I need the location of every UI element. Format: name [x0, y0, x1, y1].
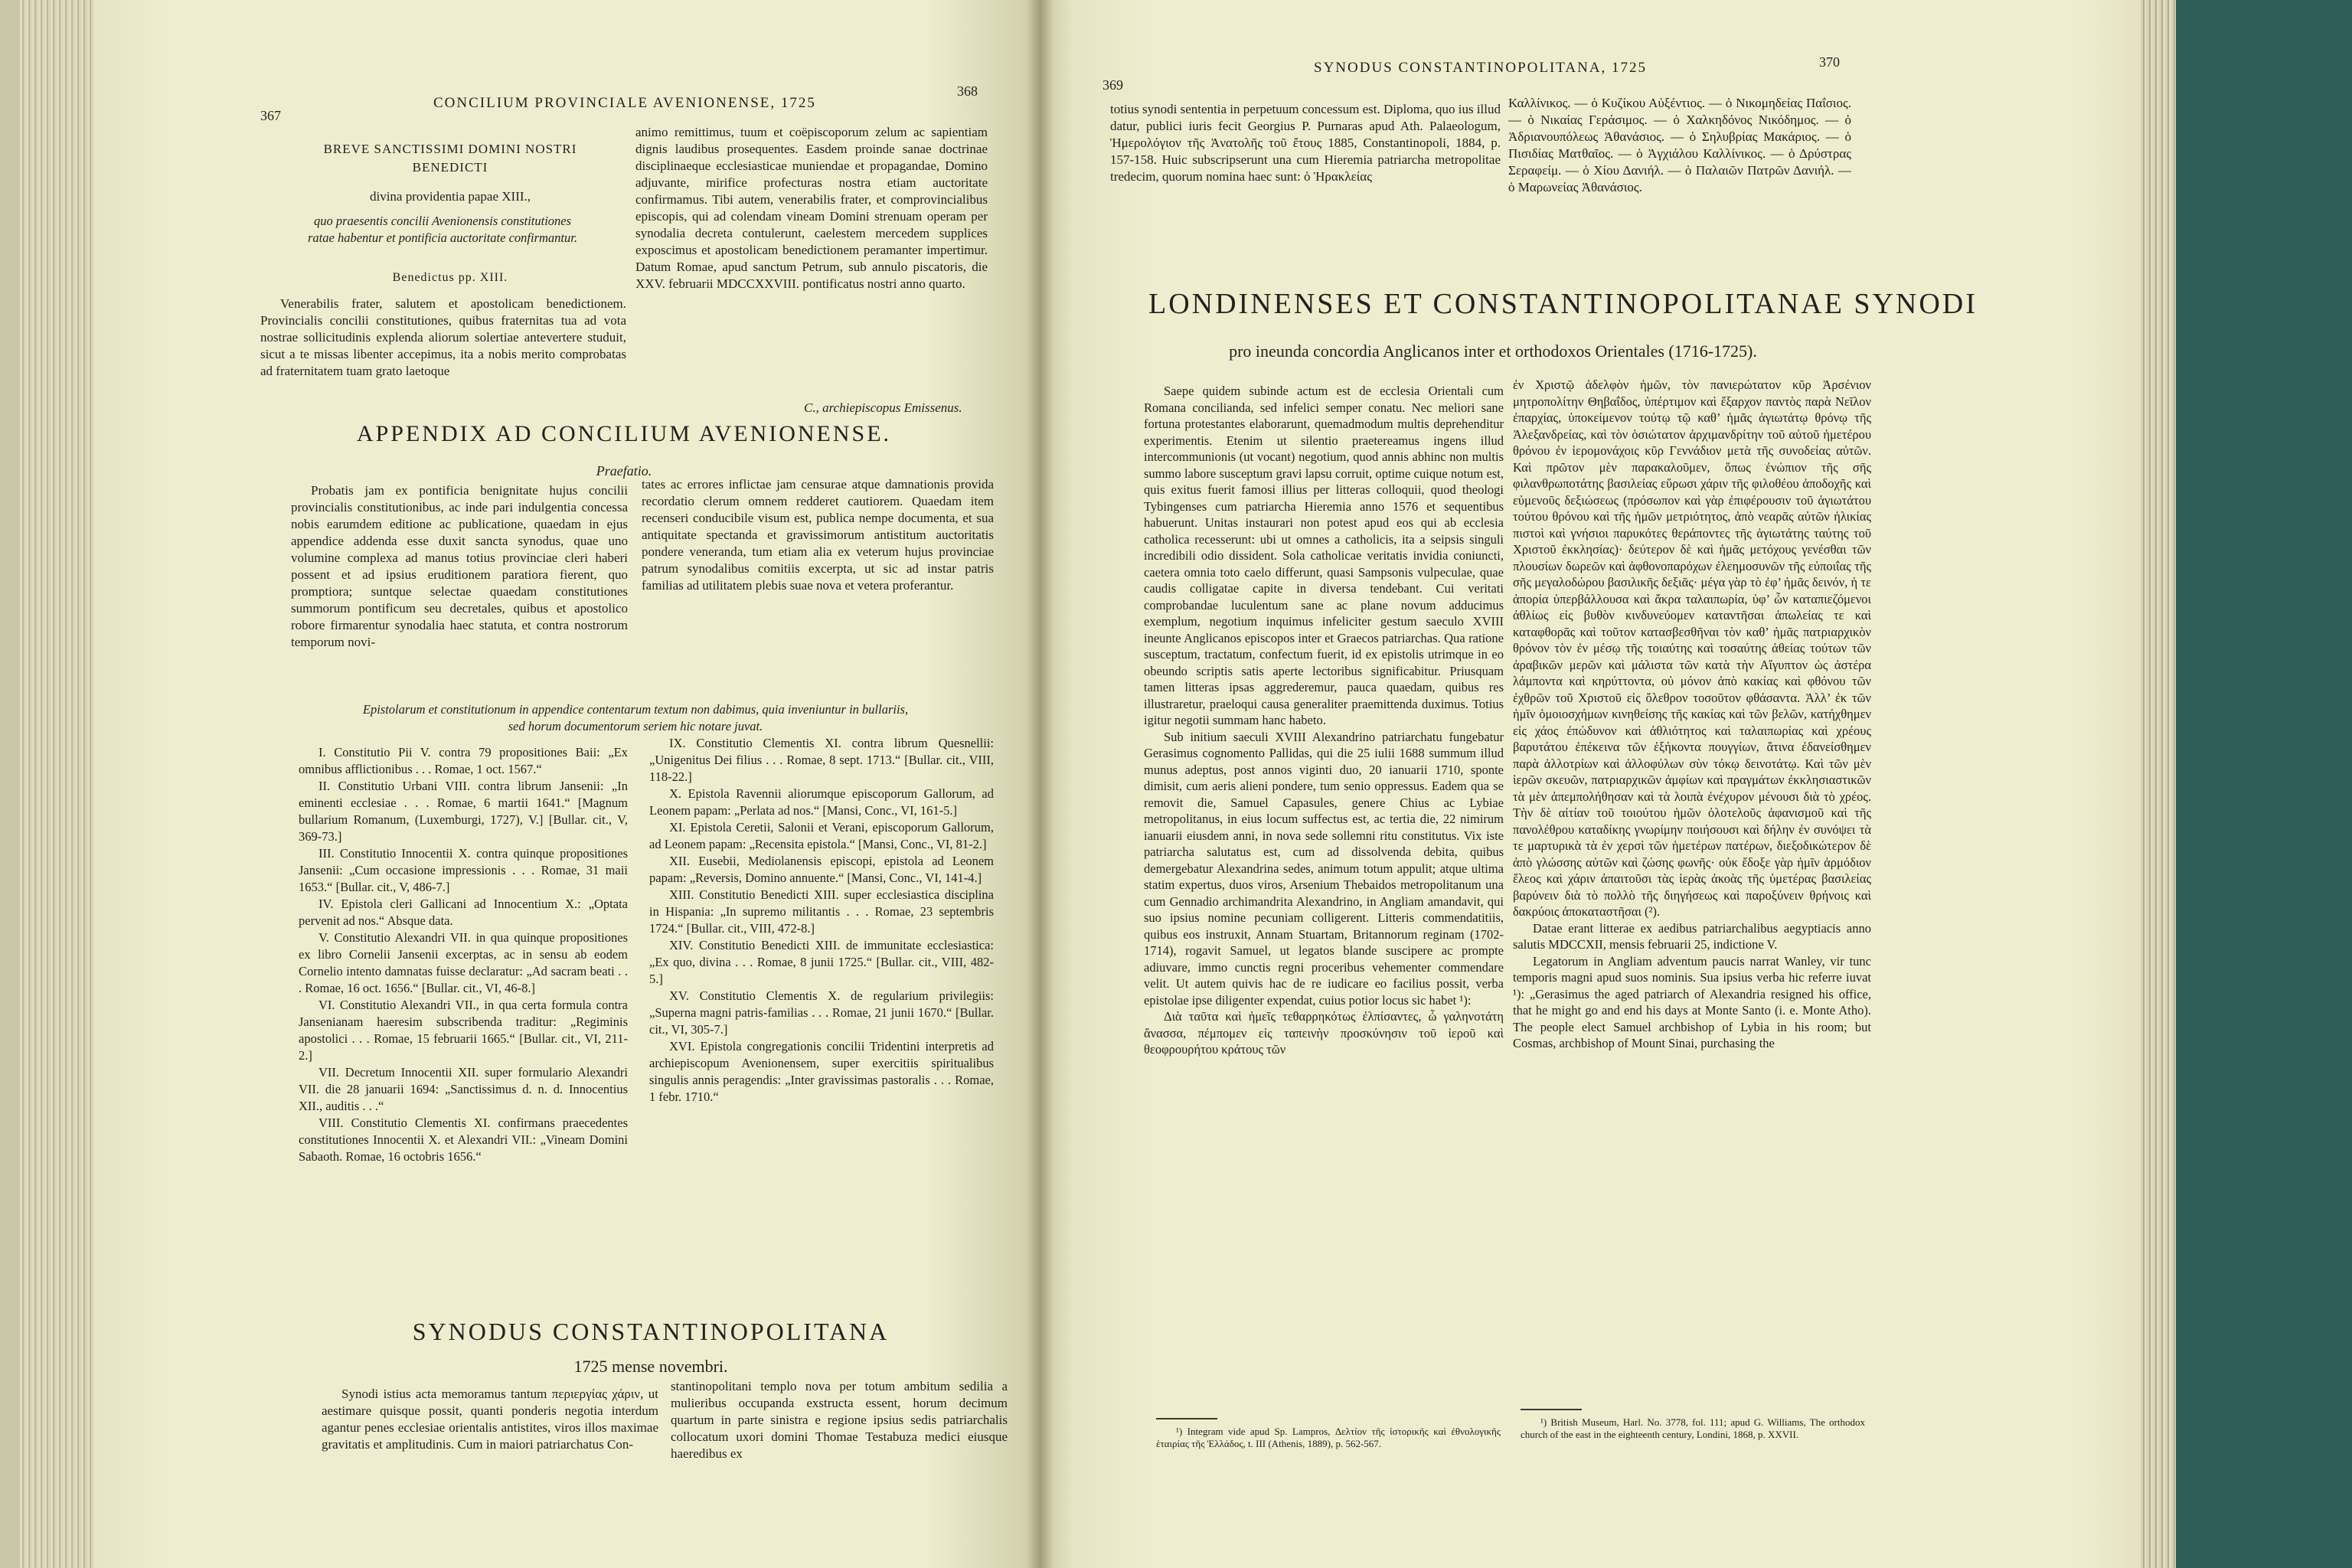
footnote-text: ¹) British Museum, Harl. No. 3778, fol. 111; apud G. Williams, The orthodox church of the east in the eighteenth century, Londini, 1868, p. XXVII. — [1521, 1416, 1865, 1440]
footnote — [1521, 1416, 1865, 1441]
londinenses-subtitle: pro ineunda concordia Anglicanos inter et orthodoxos Orientales (1716-1725). — [1229, 341, 1757, 361]
document-list-col2 — [649, 735, 994, 1106]
breve-title: BREVE SANCTISSIMI DOMINI NOSTRI — [323, 142, 577, 156]
page-number: 368 — [957, 83, 978, 99]
background-book — [2176, 0, 2352, 1568]
londinenses-title: LONDINENSES ET CONSTANTINOPOLITANAE SYNODI — [1148, 288, 1978, 320]
paragraph: Datae erant litterae ex aedibus patriarchalibus aegyptiacis anno salutis MDCCXII, mensis februarii 25, indictione V. — [1513, 920, 1871, 952]
footnote-text: ¹) Integram vide apud Sp. Lampros, Δελτίον τῆς ἱστορικῆς καὶ ἐθνολογικῆς ἑταιρίας τῆς Ἑλλάδος, t. III (Athenis, 1889), p. 562-567. — [1156, 1426, 1501, 1449]
document-list-item: VI. Constitutio Alexandri VII., in qua certa formula contra Jansenianam haeresim subscribenda traditur: „Regiminis apostolici . . . Romae, 15 februarii 1665.“ [Bullar. cit., VI, 211-2.] — [299, 998, 628, 1063]
footnote-rule — [1156, 1418, 1217, 1419]
document-list-item: XIV. Constitutio Benedicti XIII. de immunitate ecclesiastica: „Ex quo, divina . . . Romae, 8 junii 1725.“ [Bullar. cit., VIII, 482-5.] — [649, 938, 994, 986]
document-list-item: III. Constitutio Innocentii X. contra quinque propositiones Jansenii: „Cum occasione impressionis . . . Romae, 31 maii 1653.“ [Bullar. cit., V, 486-7.] — [299, 846, 628, 894]
breve-text-col2 — [635, 124, 988, 292]
paragraph: tates ac errores inflictae jam censurae atque damnationis provida recordatio clerum omnem redderet cautiorem. Quaedam item recenseri conducibile visum est, publica nempe documenta, et sua antiquitate spectanda et gravissimorum antistitum auctoritatis ponderе venerandа, tum etiam alia ex veterum hujus provinciae patrum synodalibus comitiis excerpta, ut sic ad instar patris familias ad utilitatem plebis suae nova et vetera proferantur. — [642, 477, 994, 593]
appendix-text-col2 — [642, 476, 994, 594]
paragraph: animo remittimus, tuum et coëpiscoporum zelum ac sapientiam dignis laudibus prosequentes. Easdem proinde sanae doctrinae disciplinaeque ecclesiasticae muniendae et propagandae, Domino adjuvante, mirifice profecturas nostra etiam auctoritate confirmamus. Tibi autem, venerabilis frater, et comprovincialibus episcopis, qui ad colendam vineam Domini strenuam operam per synodalia decreta contulerunt, caelestem mercedem supplices exposcimus et apostolicam benedictionem peramanter impertimur. Datum Romae, apud sanctum Petrum, sub annulo piscatoris, die XXV. februarii MDCCXXVIII. pontificatus nostri anno quarto. — [635, 125, 988, 291]
paragraph: stantinopolitani templo nova per totum ambitum sedilia a mulieribus occupanda exstructa essent, horum decimum quartum in parte sinistra e regione ipsius sedis patriarchalis collocatum uxori domini Thomae Testabuza medici eiusque haeredibus ex — [671, 1379, 1008, 1461]
londinenses-text-col1 — [1144, 383, 1504, 1058]
synodus-continued-col1 — [1110, 101, 1501, 185]
book-edge-left — [0, 0, 20, 1568]
appendix-text-col1 — [291, 482, 628, 651]
paragraph: Probatis jam ex pontificia benignitate hujus concilii provincialis constitutionibus, ac inde pari indulgentia concessa nobis earumdem editione ac publicatione, quaedam in ejus appendice addenda esse duxit sancta synodus, quae uno volumine complexa ad manus totius provinciae cleri haberi possent et ad ipsius eruditionem paratiora fierent, quo promptiora; suntque selectae quaedam constitutiones summorum pontificum seu decretales, quibus et apostolico robore firmarentur synodalia haec statuta, et contra nostrorum temporum novi- — [291, 483, 628, 649]
paragraph: Venerabilis frater, salutem et apostolicam benedictionem. Provincialis concilii constitutiones, quibus fraternitas tua ad vota nostrae sollicitudinis explenda aliorum solertiae antevertere studuit, sicut a te missas libenter accepimus, ita a nobis merito comprobatas ad fraternitatem tuam grato laetoque — [260, 296, 626, 378]
document-list-col1 — [299, 744, 628, 1165]
document-list-item: XIII. Constitutio Benedicti XIII. super ecclesiastica disciplina in Hispania: „In supremo militantis . . . Romae, 23 septembris 1724.“ [Bullar. cit., VIII, 472-8.] — [649, 887, 994, 936]
breve-title: divina providentia papae XIII., — [369, 189, 531, 204]
page-stack-right — [2141, 0, 2176, 1568]
document-list-item: II. Constitutio Urbani VIII. contra librum Jansenii: „In eminenti ecclesiae . . . Romae, 6 martii 1641.“ [Magnum bullarium Romanum, (Luxemburgi, 1727), V.] [Bullar. cit., V, 369-73.] — [299, 779, 628, 844]
synodus-subtitle: 1725 mense novembri. — [573, 1357, 728, 1376]
synodus-continued-col2 — [1508, 95, 1851, 196]
footnote-rule — [1521, 1409, 1582, 1410]
breve-author: Benedictus pp. XIII. — [392, 271, 508, 284]
book-gutter — [1026, 0, 1054, 1568]
document-list-item: IX. Constitutio Clementis XI. contra librum Quesnellii: „Unigenitus Dei filius . . . Romae, 8 sept. 1713.“ [Bullar. cit., VIII, 118-22.] — [649, 736, 994, 784]
page-number: 367 — [260, 108, 281, 123]
document-list-item: VIII. Constitutio Clementis XI. confirmans praecedentes constitutiones Innocentii X. et Alexandri VII.: „Vineam Domini Sabaoth. Romae, 16 octobris 1656.“ — [299, 1116, 628, 1164]
paragraph: totius synodi sententia in perpetuum concessum est. Diploma, quo ius illud datur, publici iuris fecit Georgius P. Purnaras apud Ath. Palaeologum, Ἡμερολόγιον τῆς Ἀνατολῆς τοῦ ἔτους 1885, Constantinopoli, 1884, p. 157-158. Huic subscripserunt una cum Hieremia patriarcha metropolitae tredecim, quorum nomina haec sunt: ὁ Ἡρακλείας — [1110, 102, 1501, 184]
breve-text-col1 — [260, 296, 626, 380]
appendix-title: APPENDIX AD CONCILIUM AVENIONENSE. — [356, 421, 892, 446]
paragraph: Καλλίνικος. — ὁ Κυζίκου Αὐξέντιος. — ὁ Νικομηδείας Παΐσιος. — ὁ Νικαίας Γεράσιμος. — ὁ Χαλκηδόνος Νικόδημος. — ὁ Ἀδριανουπόλεως Ἀθανάσιος. — ὁ Σηλυβρίας Μακάριος. — ὁ Πισιδίας Ματθαῖος. — ὁ Ἀγχιάλου Καλλίνικος. — ὁ Δρύστρας Σεραφείμ. — ὁ Χίου Δανιήλ. — ὁ Παλαιῶν Πατρῶν Δανιήλ. — ὁ Μαρωνείας Ἀθανάσιος. — [1508, 96, 1851, 194]
greek-quote: Διὰ ταῦτα καὶ ἡμεῖς τεθαρρηκότως ἐλπίσαντες, ὦ γαληνοτάτη ἄνασσα, πέμπομεν εἰς ταπεινὴν προσκύνησιν τοῦ ἱεροῦ καὶ θεοφρουρήτου κράτους τῶν — [1144, 1009, 1504, 1057]
breve-subtitle: quo praesentis concilii Avenionensis constitutiones — [313, 214, 572, 228]
document-list-item: I. Constitutio Pii V. contra 79 propositiones Baii: „Ex omnibus afflictionibus . . . Romae, 1 oct. 1567.“ — [299, 745, 628, 776]
londinenses-text-col2 — [1513, 377, 1871, 1052]
appendix-praefatio: Praefatio. — [596, 463, 652, 479]
greek-quote: ἐν Χριστῷ ἀδελφὸν ἡμῶν, τὸν πανιερώτατον κῦρ Ἀρσένιον μητροπολίτην Θηβαΐδος, ὑπέρτιμον καὶ ἔξαρχον παντὸς παρὰ Νεῖλον ἐπαρχίας, ὑποκείμενον τούτῳ τῷ καθ’ ἡμᾶς ἁγιωτάτῳ θρόνῳ τῆς Ἀλεξανδρείας, καὶ τὸν ὁσιώτατον ἀρχιμανδρίτην τοῦ αὐτοῦ ἡμετέρου θρόνου ἐν ἱερομονάχοις κῦρ Γεννάδιον μετὰ τῆς συνοδείας αὐτῶν. Καὶ πρῶτον μὲν παρακαλοῦμεν, ὅπως ἐνώπιον τῆς σῆς φιλανθρωποτάτης βασιλείας εὕρωσι χάριν τῆς φιλοθέου ἀποδοχῆς καὶ εὐμενοῦς δεξιώσεως (πρόσωπον καὶ γὰρ ἐπιφέρουσιν τοῦ ἁγιωτάτου τούτου θρόνου καὶ τῆς ἡμῶν μετριότητος, ἀπὸ νεαρᾶς αὐτῶν ἡλικίας πιστοὶ καὶ γνήσιοι παρυκότες θεράποντες τῆς ἁγιωτάτης ταύτης τοῦ Χριστοῦ ἐκκλησίας)· δεύτερον δὲ καὶ ἡμᾶς μετόχους γενέσθαι τῶν πλουσίων δωρεῶν καὶ ἀφθονοπαρόχων ἐλεημοσυνῶν τῆς εὐποιΐας τῆς σῆς μεγαλοδώρου βασιλικῆς δεξιᾶς· μέγα γὰρ τὸ ἐφ’ ἡμᾶς δεινόν, ἡ τε ἀπορία ὑπερβάλλουσα καὶ ἄκρα ταλαιπωρία, ὑφ’ ὧν καταπιεζόμενοι ἀθλίως εἰς βυθὸν κινδυνεύομεν καταντῆσαι ἀπωλείας τε καὶ καταφθορᾶς καὶ τοῦτον κατασβεσθῆναι τὸν καθ’ ἡμᾶς πατριαρχικὸν θρόνον τὸν ἐν μέσῳ τῆς τοιαύτης καὶ τοσαύτης ἀθείας τούτων τῶν ἀραβικῶν μερῶν καὶ μάλιστα τῶν κατὰ τὴν Αἴγυπτον ὡς ἀστέρα λάμποντα καὶ κηρύττοντα, οὐ μόνον ἀπὸ κακίας καὶ φθόνου τῶν ἐχθρῶν τοῦ Χριστοῦ εἰς ὄλεθρον τοσοῦτον φθάσαντα. Ἀλλ’ ἐκ τῶν ἡμῖν ὁμοιοσχήμων κινηθείσης τῆς κακίας καὶ τῶν βελῶν, κατήχθημεν εἰς χάος ἐπώδυνον καὶ ἀθλιότητος καὶ ταλαιπωρίας καὶ χρέους βαρυτάτου ἐπέκεινα τῶν ἑξήκοντα πουγγίων, ἅτινα ἐδανείσθημεν παρὰ ἀλλοτρίων καὶ ἀλλοφύλων σὺν τόκῳ δεινοτάτῳ. Καὶ τῶν μὲν ἱερῶν σκευῶν, πατριαρχικῶν ἀμφίων καὶ πραγμάτων ἐκκλησιαστικῶν τὰ μὲν ἀπεμπολήθησαν καὶ τὰ λοιπὰ ἐνέχυρον μένουσι διὰ τὸ χρέος. Τὴν δὲ αἰτίαν τοῦ τοιούτου ἡμῶν ὀλοτελοῦς ἀφανισμοῦ καὶ τῆς πανολέθρου καταδίκης γνωρίμην ποιήσουσι καὶ δήλην ἐν συνόψει τὰ τε μαρτυρικὰ τὰ ἐν χερσὶ τῶν ἡμετέρων πατέρων, διεξοδικώτερον δὲ ἀπὸ γλώσσης αὐτῶν καὶ ζώσης φωνῆς· οὐκ ἔδοξε γὰρ ἡμῖν ἀρμόδιον ἔλεος καὶ χάριν ἀπαιτοῦσι τὰς ἱερὰς ἀκοὰς τῆς ὑμετέρας βασιλείας βαρύνειν διὰ τὸ πολλὸ τῆς διηγήσεως καὶ παροξύνειν θρήνοις καὶ δακρύοις ἀποκαταστῆσαι (²). — [1513, 377, 1871, 919]
breve-title: BENEDICTI — [412, 160, 488, 175]
document-list-item: XI. Epistola Ceretii, Salonii et Verani, episcoporum Gallorum, ad Leonem papam: „Recensita epistola.“ [Mansi, Conc., VI, 81-2.] — [649, 820, 994, 851]
paragraph: Synodi istius acta memoramus tantum περιεργίας χάριν, ut aestimare quisque possit, quanti ponderis negotia interdum agantur penes ecclesiae orientalis antistites, viros illos maximae gravitatis et amplitudinis. Cum in maiori patriarchatus Con- — [322, 1387, 658, 1452]
synodus-title: SYNODUS CONSTANTINOPOLITANA — [412, 1318, 890, 1345]
document-list-item: VII. Decretum Innocentii XII. super formulario Alexandri VII. die 28 januarii 1694: „Sanctissimus d. n. d. Innocentius XII., auditis . . .“ — [299, 1065, 628, 1113]
breve-signature: C., archiepiscopus Emissenus. — [804, 400, 962, 415]
running-header: CONCILIUM PROVINCIALE AVENIONENSE, 1725 — [433, 95, 816, 111]
document-list-item: X. Epistola Ravennii aliorumque episcoporum Gallorum, ad Leonem papam: „Perlata ad nos.“ [Mansi, Conc., VI, 161-5.] — [649, 786, 994, 818]
appendix-note: sed horum documentorum seriem hic notare juvat. — [508, 719, 763, 733]
page-number: 370 — [1819, 54, 1840, 70]
paragraph: Legatorum in Angliam adventum paucis narrat Wanley, vir tunc temporis magni apud suos nominis. Sua ipsius verba hic referre iuvat ¹): „Gerasimus the aged patriarch of Alexandria resigned his office, that he might go and end his days at Monte Santo (i. e. Monte Atho). The people elect Samuel archbishop of Lybia in his room; but Cosmas, archbishop of Mount Sinai, purchasing the — [1513, 953, 1871, 1050]
document-list-item: XV. Constitutio Clementis X. de regularium privilegiis: „Superna magni patris-familias . . . Romae, 21 junii 1670.“ [Bullar. cit., VI, 305-7.] — [649, 988, 994, 1037]
footnote — [1156, 1426, 1501, 1450]
page-number: 369 — [1102, 77, 1123, 93]
synodus-text-col1 — [322, 1386, 658, 1453]
document-list-item: V. Constitutio Alexandri VII. in qua quinque propositiones ex libro Cornelii Jansenii excerptas, ac in sensu ab eodem Cornelio intento damnatas fuisse declaratur: „Ad sacram beati . . . Romae, 16 oct. 1656.“ [Bullar. cit., VI, 46-8.] — [299, 930, 628, 995]
document-list-item: IV. Epistola cleri Gallicani ad Innocentium X.: „Optata pervenit ad nos.“ Absque data. — [299, 897, 628, 928]
synodus-text-col2 — [671, 1378, 1008, 1462]
paragraph: Sub initium saeculi XVIII Alexandrino patriarchatu fungebatur Gerasimus cognomento Pallidas, qui die 25 iulii 1688 summum illud munus adeptus, post annos viginti duo, 20 ianuarii 1710, sponte dimisit, cum aeris alieni pondere, tum senio oppressus. Eadem qua se removit die, Samuel Capasules, genere Chius ac Lybiae metropolitanus, in eius locum suffectus est, ac tertia die, 22 nimirum ianuarii eiusdem anni, in nova sede sollemni ritu constitutus. Vix iste patriarcha salutatus est, cum ad dissolvenda debita, quibus demergebatur Alexandrina sedes, animum totum appulit; atque ultima statim expertus, duos viros, Arsenium Thebaidos metropolitanum una cum Gennadio archimandrita Alexandrino, in Angliam amandavit, qui suo ipsius nomine pecuniam colligerent. Litteris commendatitiis, quibus eos instruxit, Annam Stuartam, Britannorum reginam (1702-1714), rogavit Samuel, ut legatos blande suscipere ac prompte adiuvare, immo cunctis regni proceribus vehementer commendare velit. Ut autem quivis hac de re iudicare eo facilius possit, verba epistolae ipse diligenter expendat, cuius potior locus sic habet ¹): — [1144, 729, 1504, 1008]
page-stack-left — [20, 0, 93, 1568]
appendix-note: Epistolarum et constitutionum in appendice contentarum textum non dabimus, quia inveniuntur in bullariis, — [362, 702, 909, 717]
document-list-item: XII. Eusebii, Mediolanensis episcopi, epistola ad Leonem papam: „Reversis, Domino annuente.“ [Mansi, Conc., VI, 141-4.] — [649, 854, 994, 885]
breve-subtitle: ratae habentur et pontificia auctoritate confirmantur. — [308, 230, 577, 245]
running-header: SYNODUS CONSTANTINOPOLITANA, 1725 — [1314, 60, 1648, 76]
document-list-item: XVI. Epistola congregationis concilii Tridentini interpretis ad archiepiscopum Avenionensem, super exercitiis spiritualibus singulis annis peragendis: „Inter gravissimas pastoralis . . . Romae, 1 febr. 1710.“ — [649, 1039, 994, 1104]
paragraph: Saepe quidem subinde actum est de ecclesia Orientali cum Romana conciliandа, sed infelici semper conatu. Nec meliori sane fortuna protestantes elaborarunt, quemadmodum multis deprehenditur experimentis. Etenim ut silentio praetereamus ingens illud intercommunionis (ut vocant) negotium, quod annis abhinc non multis summo labore susceptum gravi lapsu corruit, optime cuique notum est, quis exitus fuerit famosi illius per litteras colloquii, quod theologi Tybingenses cum patriarcha Hieremia anno 1576 et sequentibus habuerunt. Unitas instaurari non potest apud eos qui ab ecclesia catholica recesserunt: ubi ut omnes a catholicis, ita a seipsis singuli incredibili odio dissident. Sola catholicae veritatis invidia coniuncti, caetera omnia toto caelo differunt, quasi Sampsonis vulpeculae, quae caudis colligatae capite in diversa tendebant. Cui veritati comprobandae luculentum sane ac plane novum adducimus exemplum, negotium inquimus infeliciter gestum saeculo XVIII ineunte Anglicanos episcopos inter et Graecos patriarchas. Qua ratione susceptum, tractatum, confectum fuerit, id ex epistolis utrimque in eo obeundo scriptis satis aperte lectoribus significabitur. Priusquam tamen litteras ipsas aggrederemur, pauca quaedam, quibus res illustraretur, praeloqui causa generaliter praemittenda duximus. Totius igitur negotii summam hanc habeto. — [1144, 384, 1504, 727]
